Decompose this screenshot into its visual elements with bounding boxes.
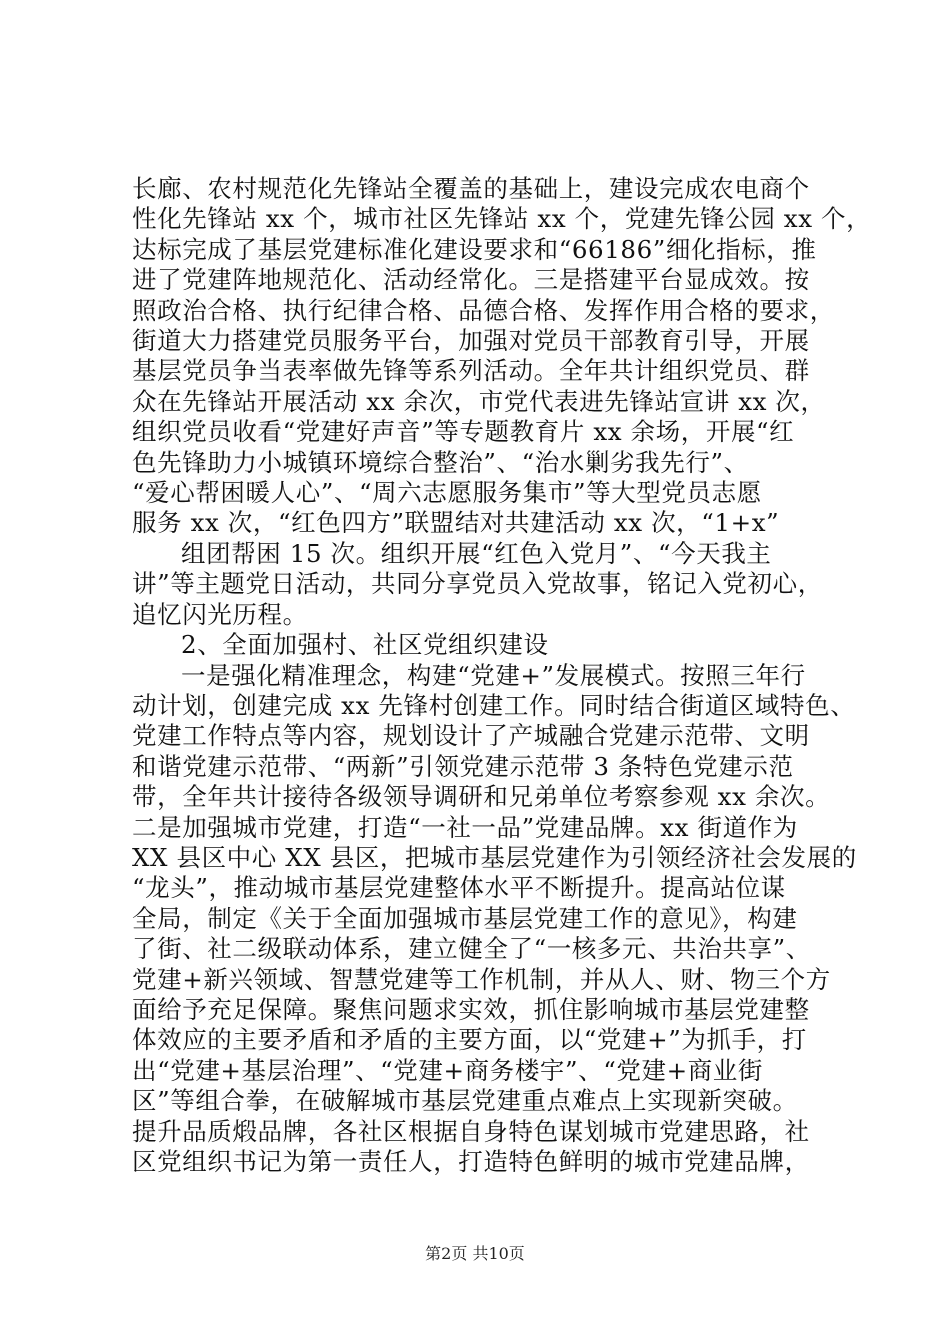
text-line-6: 街道大力搭建党员服务平台，加强对党员干部教育引导，开展 — [132, 326, 810, 355]
text-line-25: 全局，制定《关于全面加强城市基层党建工作的意见》，构建 — [132, 904, 798, 933]
text-line-4: 进了党建阵地规范化、活动经常化。三是搭建平台显成效。按 — [132, 265, 810, 294]
text-line-9: 组织党员收看“党建好声音”等专题教育片 xx 余场，开展“红 — [132, 417, 795, 446]
text-line-2: 性化先锋站 xx 个，城市社区先锋站 xx 个，党建先锋公园 xx 个， — [132, 204, 872, 233]
text-line-5: 照政治合格、执行纪律合格、品德合格、发挥作用合格的要求， — [132, 296, 835, 325]
text-line-14: 讲”等主题党日活动，共同分享党员入党故事，铭记入党初心， — [132, 569, 823, 598]
text-line-15: 追忆闪光历程。 — [132, 600, 308, 629]
text-line-18: 动计划，创建完成 xx 先锋村创建工作。同时结合街道区域特色、 — [132, 691, 856, 720]
text-line-7: 基层党员争当表率做先锋等系列活动。全年共计组织党员、群 — [132, 356, 810, 385]
text-line-12: 服务 xx 次，“红色四方”联盟结对共建活动 xx 次，“1+x” — [132, 508, 780, 537]
text-line-8: 众在先锋站开展活动 xx 余次，市党代表进先锋站宣讲 xx 次， — [132, 387, 826, 416]
text-line-20: 和谐党建示范带、“两新”引领党建示范带 3 条特色党建示范 — [132, 752, 794, 781]
text-line-24: “龙头”，推动城市基层党建整体水平不断提升。提高站位谋 — [132, 873, 786, 902]
page-footer: 第2页 共10页 — [425, 1244, 525, 1263]
text-line-22: 二是加强城市党建，打造“一社一品”党建品牌。xx 街道作为 — [132, 813, 798, 842]
text-line-30: 出“党建+基层治理”、“党建+商务楼宇”、“党建+商业街 — [132, 1056, 764, 1085]
text-line-31: 区”等组合拳，在破解城市基层党建重点难点上实现新突破。 — [132, 1086, 798, 1115]
text-line-21: 带，全年共计接待各级领导调研和兄弟单位考察参观 xx 余次。 — [132, 782, 831, 811]
text-line-27: 党建+新兴领域、智慧党建等工作机制，并从人、财、物三个方 — [132, 965, 831, 994]
section-heading: 2、全面加强村、社区党组织建设 — [181, 630, 549, 659]
text-line-26: 了街、社二级联动体系，建立健全了“一核多元、共治共享”、 — [132, 934, 811, 963]
text-line-19: 党建工作特点等内容，规划设计了产城融合党建示范带、文明 — [132, 721, 810, 750]
text-line-10: 色先锋助力小城镇环境综合整治”、“治水剿劣我先行”、 — [132, 448, 749, 477]
text-line-3: 达标完成了基层党建标准化建设要求和“66186”细化指标，推 — [132, 235, 817, 264]
text-line-29: 体效应的主要矛盾和矛盾的主要方面，以“党建+”为抓手，打 — [132, 1025, 807, 1054]
text-line-28: 面给予充足保障。聚焦问题求实效，抓住影响城市基层党建整 — [132, 995, 810, 1024]
text-line-1: 长廊、农村规范化先锋站全覆盖的基础上，建设完成农电商个 — [132, 174, 810, 203]
text-line-32: 提升品质煅品牌，各社区根据自身特色谋划城市党建思路，社 — [132, 1117, 810, 1146]
text-line-13: 组团帮困 15 次。组织开展“红色入党月”、“今天我主 — [181, 539, 772, 568]
text-line-23: XX 县区中心 XX 县区，把城市基层党建作为引领经济社会发展的 — [132, 843, 857, 872]
text-line-17: 一是强化精准理念，构建“党建+”发展模式。按照三年行 — [181, 661, 806, 690]
text-line-11: “爱心帮困暖人心”、“周六志愿服务集市”等大型党员志愿 — [132, 478, 762, 507]
text-line-33: 区党组织书记为第一责任人，打造特色鲜明的城市党建品牌， — [132, 1147, 810, 1176]
